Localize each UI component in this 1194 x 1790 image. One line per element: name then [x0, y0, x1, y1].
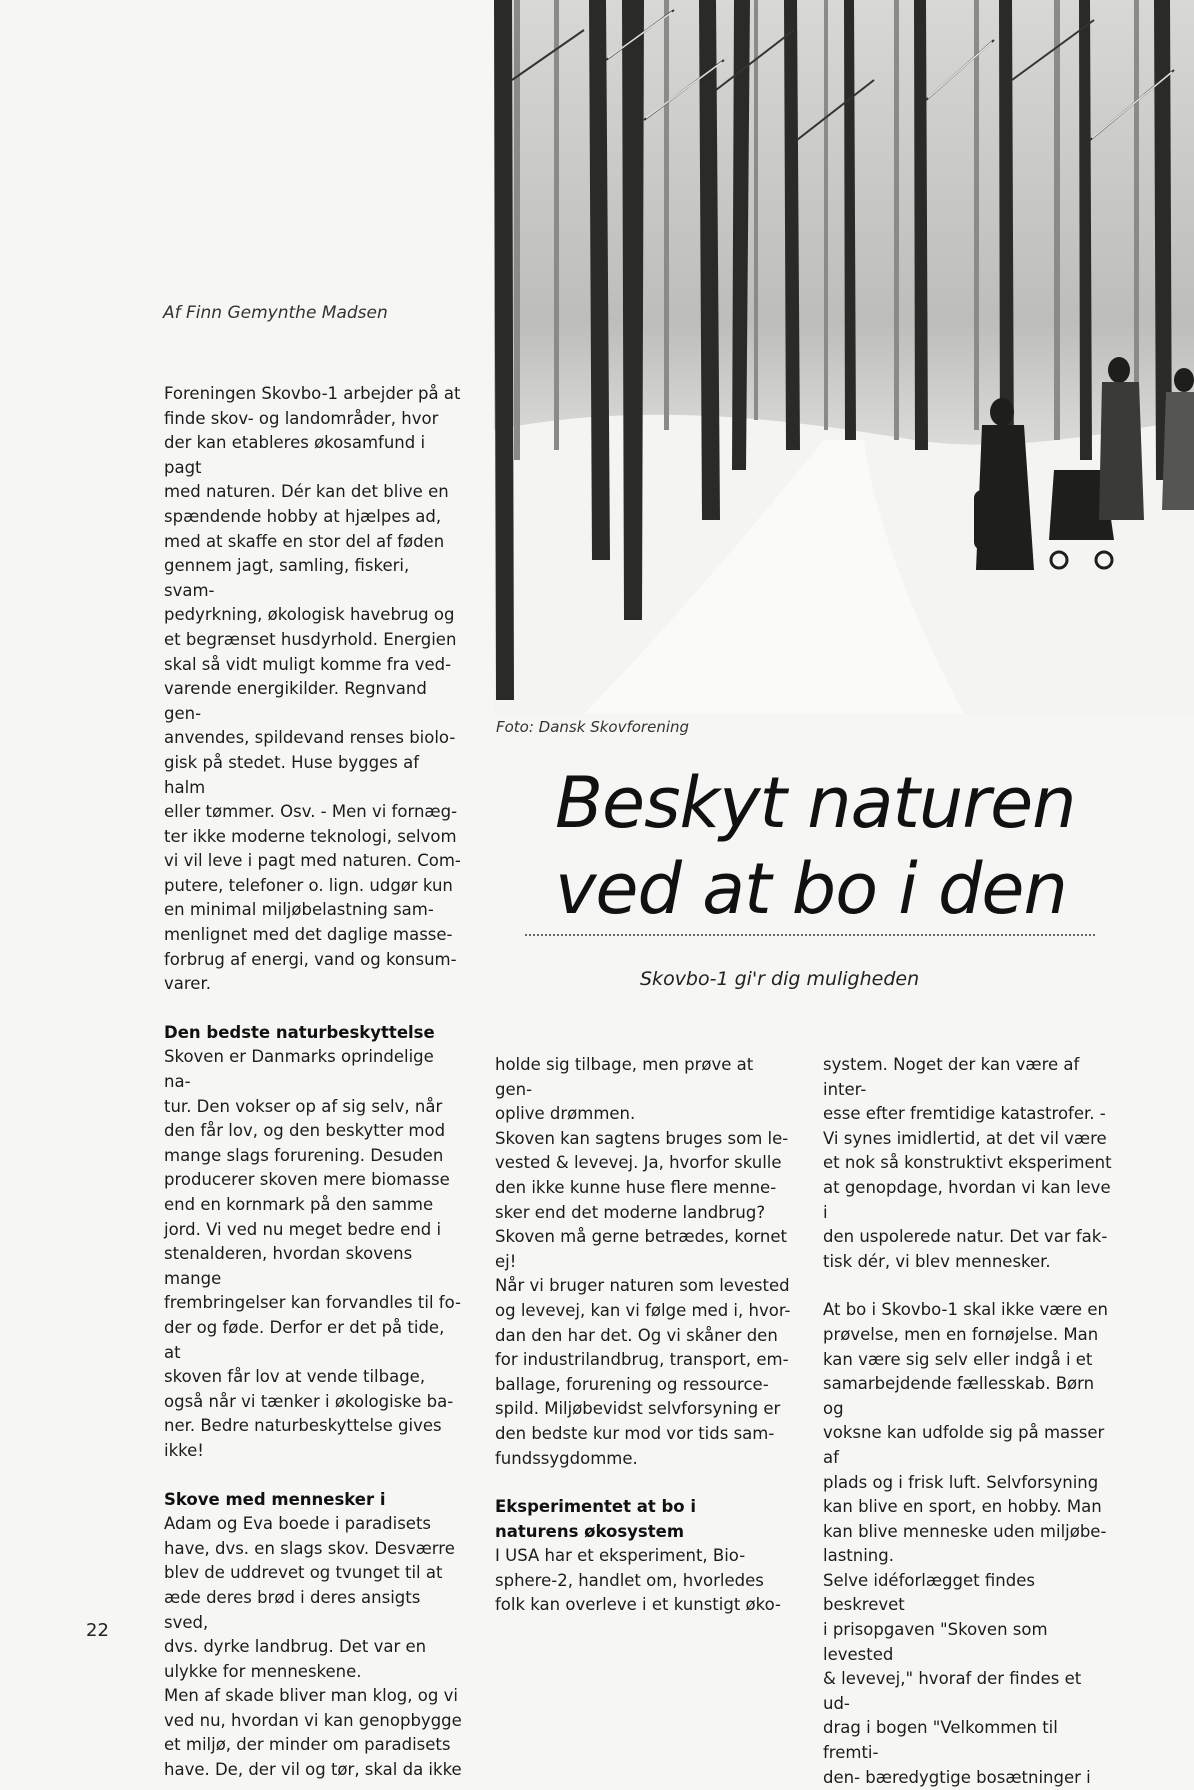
byline: Af Finn Gemynthe Madsen — [163, 303, 388, 323]
headline-line-1: Beskyt naturen — [555, 762, 1076, 844]
subheading: Skovbo-1 gi'r dig muligheden — [640, 968, 920, 990]
photo-credit: Foto: Dansk Skovforening — [496, 718, 690, 736]
paragraph-right-2: At bo i Skovbo-1 skal ikke være en prøvelse, men en fornøjelse. Man kan være sig selv eller indgå i et samarbejdende fællesskab. Børn og voksne kan udfolde sig på masser af plads og i frisk luft. Selvforsyning kan blive en sport, en hobby. Man kan blive menneske uden miljøbe- lastning. Selve idéforlægget findes beskrevet i prisopgaven "Skoven som levested & levevej," hvoraf der findes et ud- drag i bogen "Velkommen til fremti- den- bæredygtige bosætninger i — [823, 1300, 1108, 1787]
winter-forest-photo — [494, 0, 1194, 714]
page-number: 22 — [86, 1620, 109, 1641]
paragraph-mid-2: I USA har et eksperiment, Bio- sphere-2, handlet om, hvorledes folk kan overleve i et kunstigt øko- — [495, 1546, 781, 1615]
paragraph-skove: Adam og Eva boede i paradisets have, dvs. en slags skov. Desværre blev de uddrevet og tvunget til at æde deres brød i deres ansigts sved, dvs. dyrke landbrug. Det var en ulykke for menneskene. Men af skade bliver man klog, og vi ved nu, hvordan vi kan genopbygge et miljø, der minder om paradisets have. De, der vil og tør, skal da ikke — [164, 1514, 462, 1780]
right-column — [823, 1053, 1113, 1790]
section-heading-bedste: Den bedste naturbeskyttelse — [164, 1022, 435, 1042]
section-heading-skove: Skove med mennesker i — [164, 1489, 386, 1509]
headline — [555, 760, 1115, 932]
section-heading-eksperiment: Eksperimentet at bo i naturens økosystem — [495, 1497, 697, 1541]
paragraph-right-1: system. Noget der kan være af inter- esse efter fremtidige katastrofer. - Vi synes imidlertid, at det vil være et nok så konstruktivt eksperiment at genopdage, hvordan vi kan leve i den uspolerede natur. Det var fak- tisk dér, vi blev mennesker. — [823, 1055, 1112, 1271]
left-column — [164, 382, 464, 1783]
dotted-divider — [525, 934, 1095, 936]
middle-column — [495, 1053, 795, 1618]
intro-paragraph: Foreningen Skovbo-1 arbejder på at finde skov- og landområder, hvor der kan etableres økosamfund i pagt med naturen. Dér kan det blive en spændende hobby at hjælpes ad, med at skaffe en stor del af føden gennem jagt, samling, fiskeri, svam- pedyrkning, økologisk havebrug og et begrænset husdyrhold. Energien skal så vidt muligt komme fra ved- varende energikilder. Regnvand gen- anvendes, spildevand renses biolo- gisk på stedet. Huse bygges af halm eller tømmer. Osv. - Men vi fornæg- ter ikke moderne teknologi, selvom vi vil leve i pagt med naturen. Com- putere, telefoner o. lign. udgør kun en minimal miljøbelastning sam- menlignet med det daglige masse- forbrug af energi, vand og konsum- varer. — [164, 384, 461, 994]
headline-line-2: ved at bo i den — [555, 848, 1067, 930]
paragraph-mid-1: holde sig tilbage, men prøve at gen- oplive drømmen. Skoven kan sagtens bruges som le- vested & levevej. Ja, hvorfor skulle den ikke kunne huse flere menne- sker end det moderne landbrug? Skoven må gerne betrædes, kornet ej! Når vi bruger naturen som levested og levevej, kan vi følge med i, hvor- dan den har det. Og vi skåner den for industrilandbrug, transport, em- ballage, forurening og ressource- spild. Miljøbevidst selvforsyning er den bedste kur mod vor tids sam- fundssygdomme. — [495, 1055, 791, 1468]
forest-illustration — [494, 0, 1194, 714]
paragraph-bedste: Skoven er Danmarks oprindelige na- tur. Den vokser op af sig selv, når den får lov, og den beskytter mod mange slags forurening. Desuden producerer skoven mere biomasse end en kornmark på den samme jord. Vi ved nu meget bedre end i stenalderen, hvordan skovens mange frembringelser kan forvandles til fo- der og føde. Derfor er det på tide, at skoven får lov at vende tilbage, også når vi tænker i økologiske ba- ner. Bedre naturbeskyttelse gives ikke! — [164, 1047, 461, 1460]
